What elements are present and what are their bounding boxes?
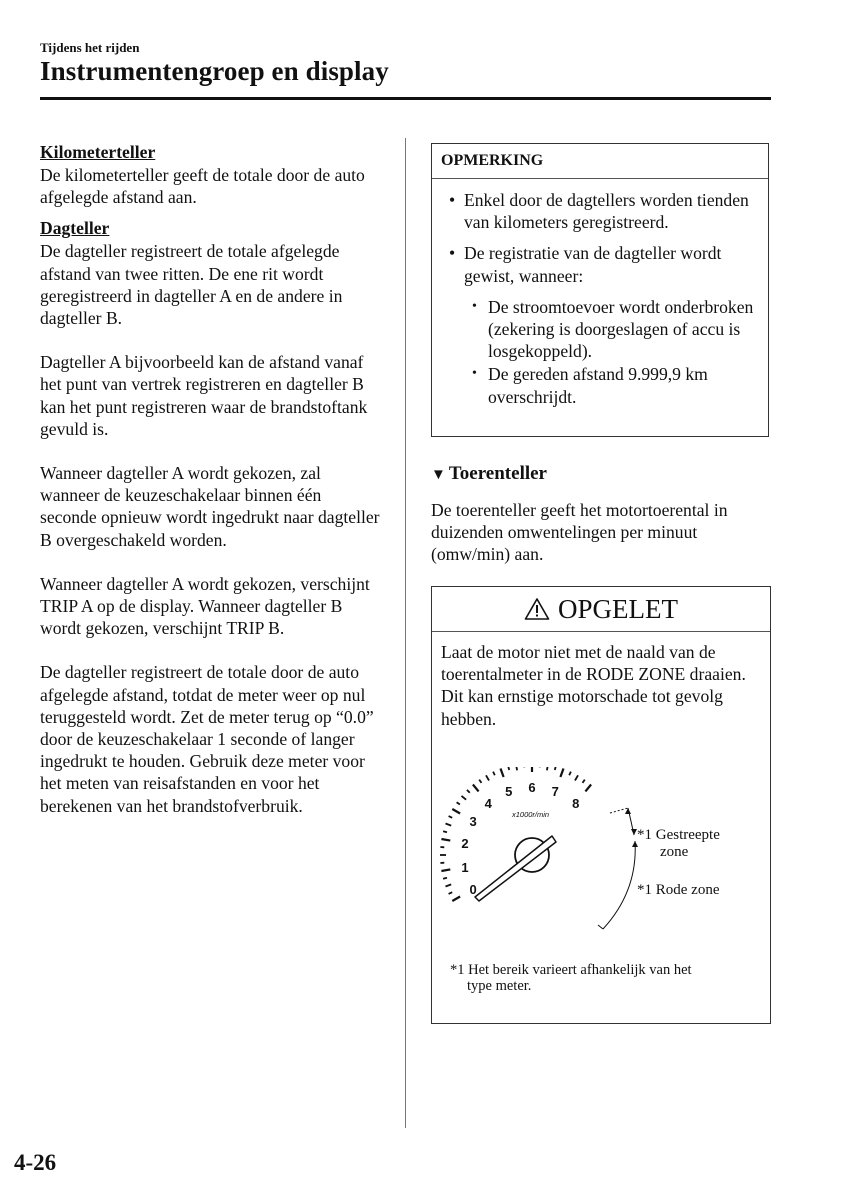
caution-text-2: Dit kan ernstige motorschade tot gevolg hebben. [441,686,723,729]
gauge-tick [508,767,509,770]
gauge-tick [449,892,453,894]
gauge-tick [560,769,563,778]
callout-striped-zone-2: zone [660,844,689,860]
tachometer-heading-text: Toerenteller [448,463,547,484]
gauge-tick [493,772,495,776]
caution-header [432,587,770,632]
gauge-tick [569,772,571,776]
km-heading: Kilometerteller [40,142,156,162]
note-sub-text-2: De gereden afstand 9.999,9 km overschrijdt. [488,364,708,407]
warning-triangle-icon [524,597,550,621]
gauge-unit-label: x1000r/min [512,810,550,819]
column-divider [405,138,406,1128]
gauge-tick [479,780,481,783]
page-number: 4-26 [14,1150,57,1175]
sub-bullet-dot: • [472,366,477,382]
striped-zone-bracket [610,808,628,813]
gauge-number: 0 [469,882,477,897]
tachometer-gauge-illustration [432,767,769,962]
section-label: Tijdens het rijden [40,40,140,55]
bullet-dot: • [449,243,456,264]
gauge-tick [486,775,489,780]
note-bullet-text-1: Enkel door de dagtellers worden tienden van kilometers geregistreerd. [464,190,749,233]
callout-striped-zone: *1 Gestreepte [637,827,720,843]
trip-paragraph-4: Wanneer dagteller A wordt gekozen, verschijnt TRIP A op de display. Wanneer dagteller B wordt gekozen, verschijnt TRIP B. [40,573,370,639]
gauge-number: 2 [461,836,469,852]
gauge-tick [516,767,517,770]
callout-red-zone: *1 Rode zone [637,882,720,898]
note-bullet [442,242,760,286]
note-sub-bullet [442,363,760,407]
sub-bullet-dot: • [472,298,477,314]
trip-paragraph-5: De dagteller registreert de totale door de auto afgelegde afstand, totdat de meter weer op nul teruggesteld wordt. Zet de meter terug op “0.0” door de keuzeschakelaar 1 seconde of langer ingedrukt te houden. Gebruik deze meter voor het meten van reisafstanden en voor het berekenen van het brandstofverbruik. [40,662,374,816]
gauge-tick [462,796,467,800]
red-zone-bracket [603,841,635,929]
gauge-numbers [461,780,579,897]
tachometer-heading [431,463,547,485]
note-bullet-text-2: De registratie van de dagteller wordt gewist, wanneer: [464,243,722,286]
triangle-down-icon: ▼ [431,467,446,483]
gauge-tick [449,816,453,818]
gauge-number: 4 [484,795,492,811]
km-text: De kilometerteller geeft de totale door de auto afgelegde afstand aan. [40,165,365,208]
gauge-tick [575,775,578,780]
gauge-tick [443,831,447,832]
caution-text-1: Laat de motor niet met de naald van de toerentalmeter in de RODE ZONE draaien. [441,642,746,685]
gauge-needle [475,836,556,901]
note-box [431,143,769,437]
gauge-tick [547,767,548,770]
red-zone-bracket-end [598,925,603,929]
note-body [432,179,768,408]
gauge-tick [583,780,585,783]
gauge-number: 3 [469,814,477,829]
gauge-tick [446,884,452,886]
gauge-tick [473,785,479,792]
gauge-ticks [440,767,591,901]
gauge-tick [443,878,447,879]
tachometer-text: De toerenteller geeft het motortoerental in duizenden omwentelingen per minuut (omw/min) aan. [431,500,728,565]
gauge-number: 8 [572,795,580,811]
gauge-number: 5 [505,784,513,800]
gauge-footnote [450,962,760,994]
trip-paragraph-2: Dagteller A bijvoorbeeld kan de afstand vanaf het punt van vertrek registreren en dagteller B kan het punt registreren waar de brandstoftank gevuld is. [40,352,368,439]
gauge-footnote-1: *1 Het bereik varieert afhankelijk van het [450,962,692,978]
caution-text [441,641,766,730]
note-title: OPMERKING [432,144,768,179]
caution-box [431,586,771,1024]
gauge-tick [457,802,460,804]
gauge-tick [452,897,460,902]
gauge-tick [452,809,460,814]
gauge-footnote-2: type meter. [467,978,532,994]
gauge-tick [441,869,450,871]
note-sub-bullet [442,296,760,363]
trip-paragraph-1: De dagteller registreert de totale afgelegde afstand van twee ritten. De ene rit wordt geregistreerd in dagteller A en de andere in dagteller B. [40,241,343,329]
gauge-number: 1 [461,859,469,875]
title-rule [40,97,771,100]
left-column [40,140,380,817]
gauge-tick [467,790,470,793]
gauge-number: 6 [528,780,536,795]
note-bullet [442,189,760,233]
gauge-tick [585,785,591,792]
trip-paragraph-3: Wanneer dagteller A wordt gekozen, zal wanneer de keuzeschakelaar binnen één seconde opnieuw wordt ingedrukt naar dagteller B overgeschakeld worden. [40,463,380,550]
gauge-tick [441,839,450,841]
gauge-tick [501,769,504,778]
gauge-tick [446,824,452,826]
trip-heading: Dagteller [40,218,110,239]
gauge-tick [555,767,556,770]
note-sub-text-1: De stroomtoevoer wordt onderbroken (zekering is doorgeslagen of accu is losgekoppeld). [488,296,754,362]
page-title: Instrumentengroep en display [40,56,389,86]
bullet-dot: • [449,190,456,210]
caution-title: OPGELET [558,593,678,624]
gauge-number: 7 [551,784,559,800]
